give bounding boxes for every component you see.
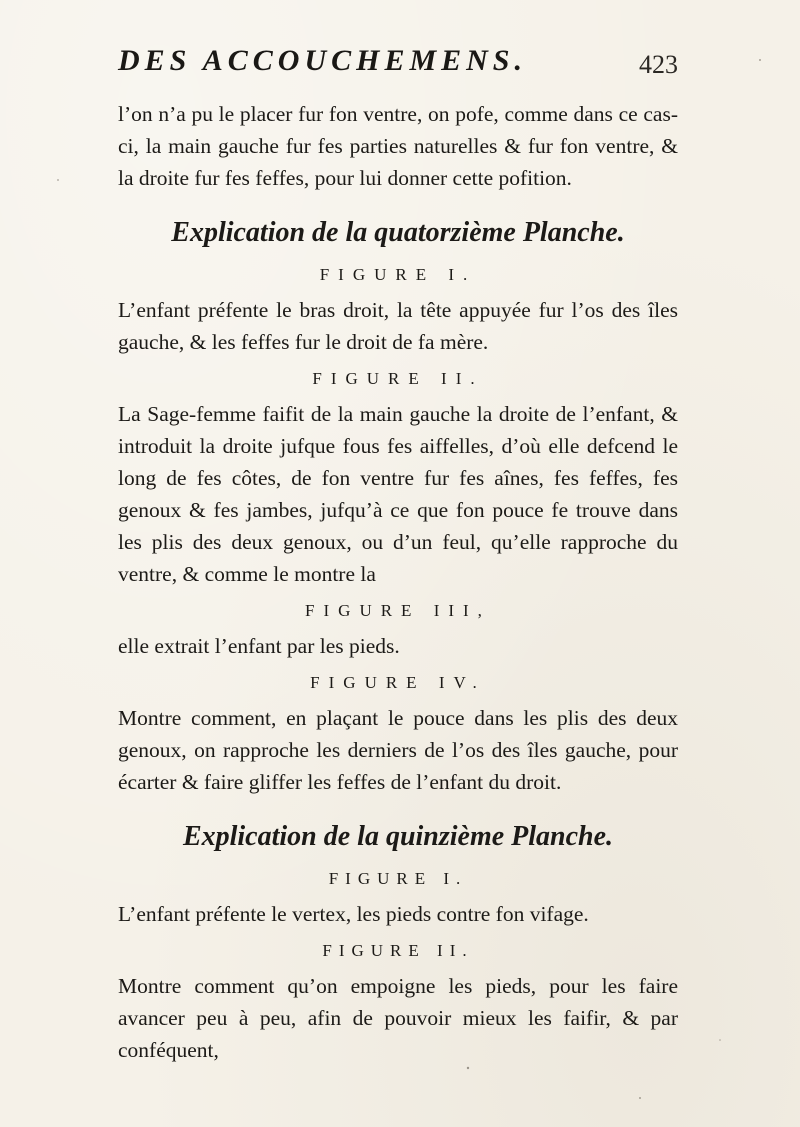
page-body <box>118 98 678 1066</box>
figure-label: FIGURE II. <box>312 369 484 388</box>
figure-paragraph: La Sage-femme faifit de la main gauche la droite de l’enfant, & introduit la droite jufque fous fes aiffelles, d’où elle defcend le long de fes côtes, de fon ventre fur fes aînes, fes feffes, fes genoux & fes jambes, jufqu’à ce que fon pouce fe trouve dans les plis des deux genoux, ou d’un feul, qu’elle rapproche du ventre, & comme le montre la <box>118 402 678 586</box>
figure-label: FIGURE I. <box>319 265 477 284</box>
section-heading-plate-15: Explication de la quinzième Planche. <box>182 821 614 852</box>
section-heading-plate-14: Explication de la quatorzième Planche. <box>171 217 625 248</box>
page-header <box>118 44 678 94</box>
figure-paragraph: Montre comment, en plaçant le pouce dans les plis des deux genoux, on rapproche les derniers de l’os des îles gauche, pour écarter & faire gliffer les feffes de l’enfant du droit. <box>118 706 678 794</box>
figure-paragraph: elle extrait l’enfant par les pieds. <box>118 634 400 658</box>
figure-label: FIGURE IV. <box>310 673 486 692</box>
page-number: 423 <box>639 50 678 79</box>
figure-paragraph: L’enfant préfente le bras droit, la tête appuyée fur l’os des îles gauche, & les feffes fur le droit de fa mère. <box>118 298 678 354</box>
figure-label: FIGURE III, <box>305 601 491 620</box>
figure-label: FIGURE II. <box>322 941 474 960</box>
running-title: DES ACCOUCHEMENS. <box>118 44 527 77</box>
intro-paragraph: l’on n’a pu le placer fur fon ventre, on pofe, comme dans ce cas-ci, la main gauche fur fes parties naturelles & fur fon ventre, & la droite fur fes feffes, pour lui donner cette pofition. <box>118 102 678 190</box>
figure-paragraph: L’enfant préfente le vertex, les pieds contre fon vifage. <box>118 902 589 926</box>
figure-label: FIGURE I. <box>328 869 468 888</box>
figure-paragraph: Montre comment qu’on empoigne les pieds, pour les faire avancer peu à peu, afin de pouvoir mieux les faifir, & par conféquent, <box>118 974 678 1062</box>
